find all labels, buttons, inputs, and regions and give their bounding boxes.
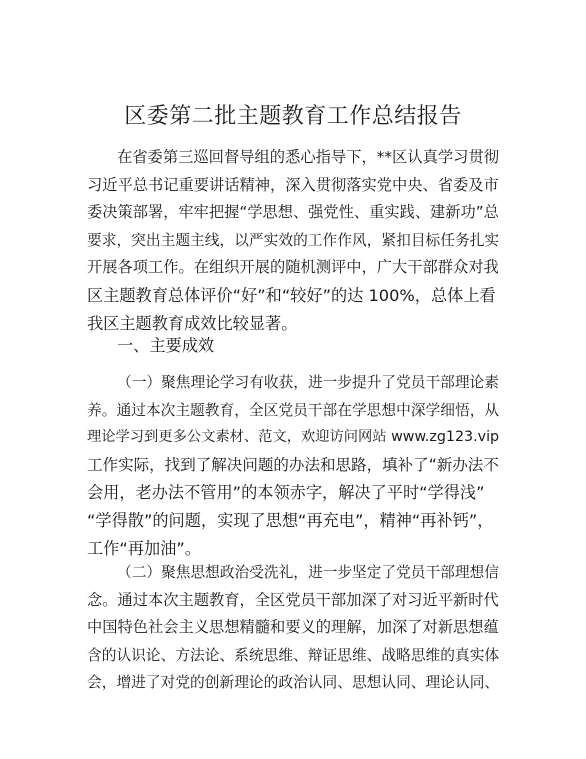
text-line: （一）聚焦理论学习有收获，进一步提升了党员干部理论素 (117, 374, 499, 391)
text-line: 我区主题教育成效比较显著。 (87, 313, 298, 333)
text-line: 会用，老办法不管用”的本领赤字，解决了平时“学得浅” (87, 483, 485, 503)
text-line: 工作实际，找到了解决问题的办法和思路，填补了“新办法不 (87, 455, 499, 474)
text-line: 开展各项工作。在组织开展的随机测评中，广大干部群众对我 (87, 258, 499, 277)
document-title: 区委第二批主题教育工作总结报告 (124, 104, 462, 129)
text-line: 区主题教育总体评价“好”和“较好”的达 100%，总体上看 (87, 285, 496, 305)
text-line: 中国特色社会主义思想精髓和要义的理解，加深了对新思想蕴 (87, 618, 499, 637)
text-line: 委决策部署，牢牢把握“学思想、强党性、重实践、建新功”总 (87, 203, 499, 222)
text-line: 在省委第三巡回督导组的悉心指导下，**区认真学习贯彻 (117, 148, 500, 166)
text-line: 养。通过本次主题教育，全区党员干部在学思想中深学细悟，从 (87, 401, 500, 419)
paragraph-theory-study (87, 369, 501, 562)
text-line: “学得散”的问题，实现了思想“再充电”，精神“再补钙”， (87, 510, 494, 530)
section-heading: 一、主要成效 (117, 336, 215, 355)
text-line: 念。通过本次主题教育，全区党员干部加深了对习近平新时代 (87, 590, 499, 609)
text-line: 理论学习到更多公文素材、范文，欢迎访问网站 www.zg123.vip (87, 429, 500, 446)
text-line: 工作“再加油”。 (87, 538, 201, 558)
text-line: 含的认识论、方法论、系统思维、辩证思维、战略思维的真实体 (87, 646, 500, 664)
text-line: 会，增进了对党的创新理论的政治认同、思想认同、理论认同、 (87, 674, 500, 692)
paragraph-political-baptism (87, 559, 501, 697)
text-line: 要求，突出主题主线，以严实效的工作作风，紧扣目标任务扎实 (87, 231, 500, 249)
text-line: （二）聚焦思想政治受洗礼，进一步坚定了党员干部理想信 (117, 564, 499, 581)
intro-paragraph (87, 144, 501, 337)
text-line: 习近平总书记重要讲话精神，深入贯彻落实党中央、省委及市 (87, 175, 499, 194)
